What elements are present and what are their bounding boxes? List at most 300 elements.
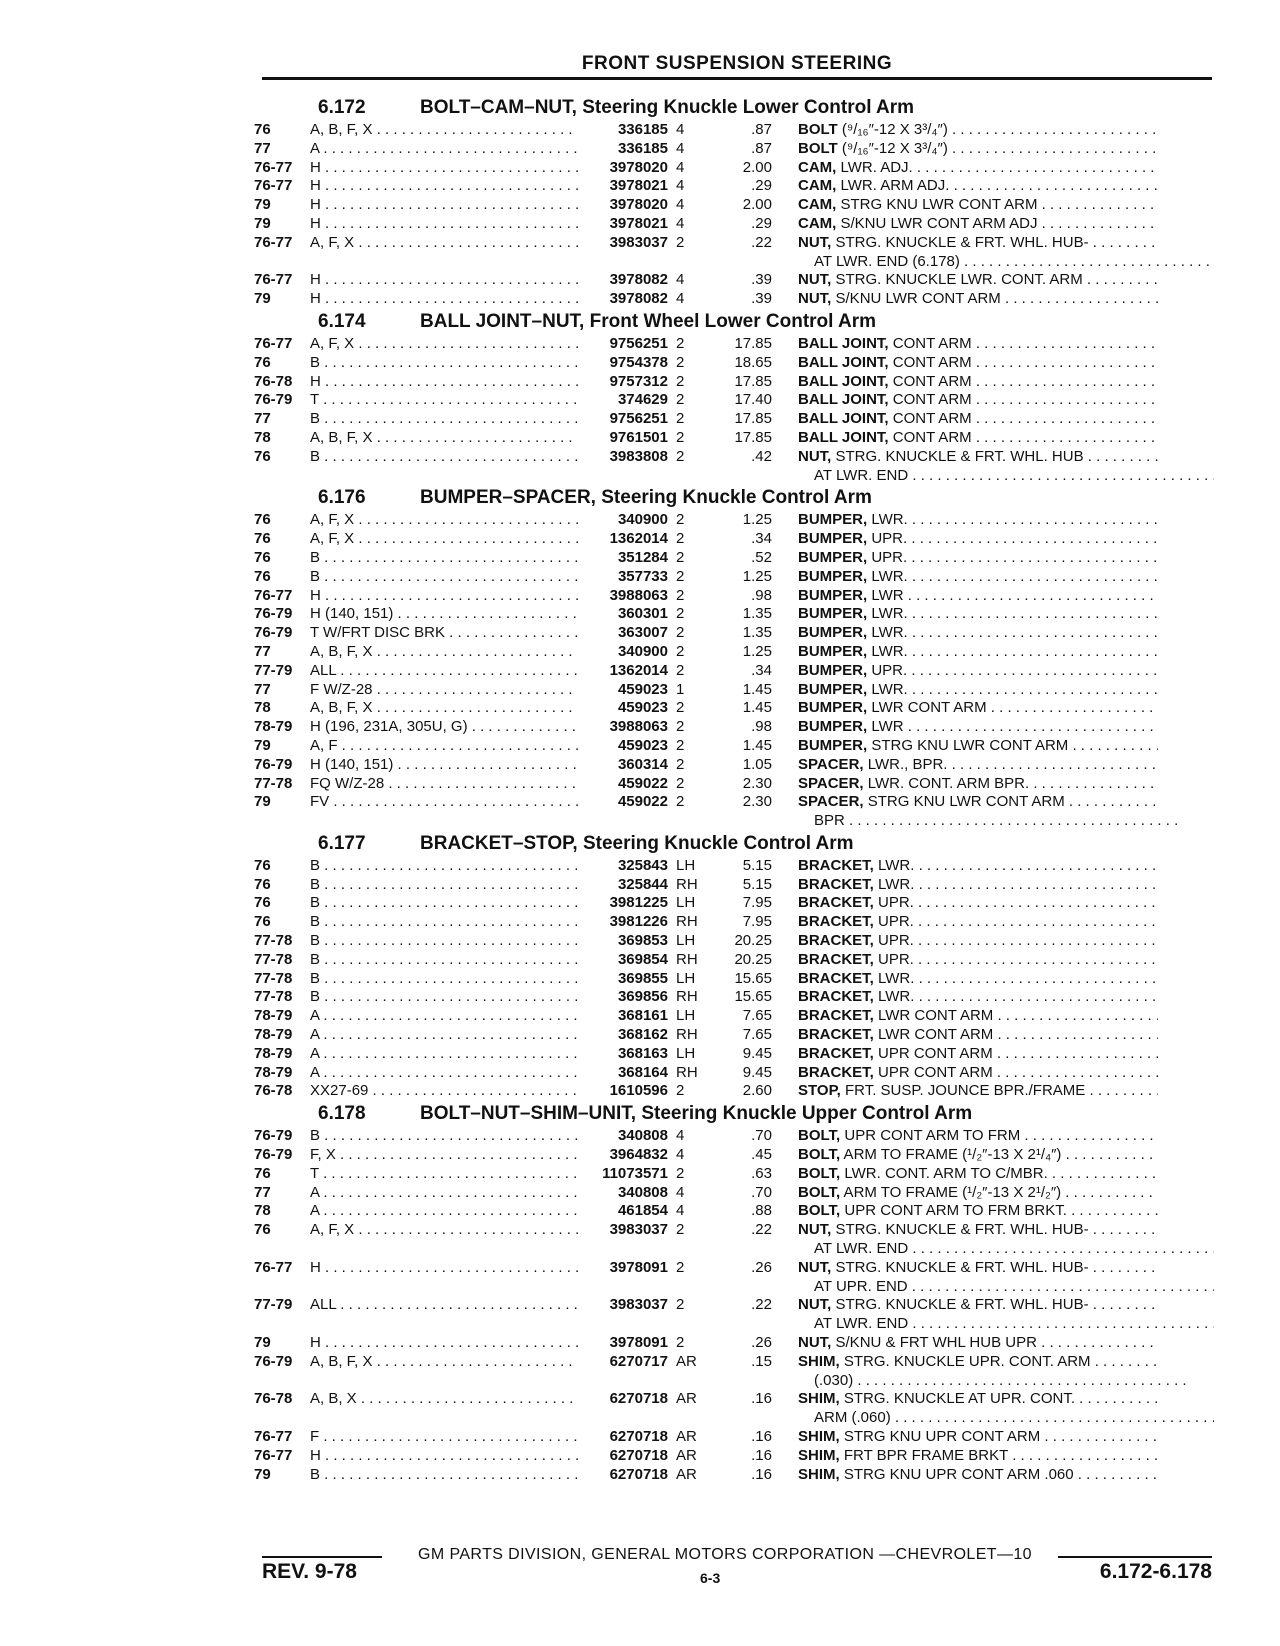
price: .70 — [751, 1183, 772, 1201]
part-row — [254, 1296, 1214, 1315]
quantity: 2 — [676, 605, 685, 623]
price: 7.95 — [742, 894, 772, 912]
part-detail: CONT ARM . . . — [889, 391, 1158, 408]
part-name: BRACKET, — [798, 969, 874, 987]
price: .16 — [751, 1446, 772, 1464]
part-description — [772, 1259, 1158, 1278]
part-detail-continued: (.030) . . . — [814, 1372, 1187, 1389]
model-year: 76 — [254, 511, 271, 529]
model-code: A, F . . . — [310, 737, 578, 756]
section-number: 6.177 — [318, 832, 366, 854]
part-row — [254, 429, 1214, 448]
price: 1.45 — [742, 736, 772, 754]
model-code: B . . . — [310, 410, 578, 429]
part-name: BRACKET, — [798, 932, 874, 950]
section-heading — [254, 309, 1214, 335]
model-year: 76 — [254, 530, 271, 548]
part-row — [254, 271, 1214, 290]
quantity: RH — [676, 913, 698, 931]
model-code: ALL . . . — [310, 662, 578, 681]
price: .15 — [751, 1352, 772, 1370]
price: 1.35 — [742, 624, 772, 642]
part-number: 369853 — [617, 932, 668, 950]
price: .22 — [751, 1296, 772, 1314]
part-name: BRACKET, — [798, 1063, 874, 1081]
part-name: BRACKET, — [798, 913, 874, 931]
price: .45 — [751, 1146, 772, 1164]
part-row — [254, 448, 1214, 467]
quantity: 4 — [676, 271, 685, 289]
part-detail-continued: BPR . . . — [814, 812, 1178, 829]
model-year: 78-79 — [254, 718, 293, 736]
model-code: H . . . — [310, 215, 578, 234]
part-detail: STRG. KNUCKLE & FRT. WHL. HUB- . . . — [831, 234, 1158, 251]
part-description — [772, 1296, 1158, 1315]
model-year: 77-78 — [254, 950, 293, 968]
quantity: 4 — [676, 121, 685, 138]
part-number: 9756251 — [609, 410, 668, 428]
model-year: 79 — [254, 1334, 271, 1352]
model-code: H . . . — [310, 159, 578, 178]
part-row — [254, 624, 1214, 643]
part-row — [254, 1165, 1214, 1184]
part-description — [772, 605, 1158, 624]
part-name: BALL JOINT, — [798, 353, 889, 371]
footer-division: GM PARTS DIVISION, GENERAL MOTORS CORPORATION —CHEVROLET—10 — [418, 1546, 1032, 1563]
model-year: 76-79 — [254, 391, 293, 409]
part-number: 9754378 — [609, 353, 668, 371]
part-description — [772, 410, 1158, 429]
part-row — [254, 756, 1214, 775]
part-name: BUMPER, — [798, 530, 868, 548]
part-detail: UPR CONT ARM . . . — [874, 1045, 1158, 1062]
part-description — [772, 511, 1158, 530]
quantity: 2 — [676, 1296, 685, 1314]
model-year: 77-78 — [254, 774, 293, 792]
part-number: 368163 — [617, 1044, 668, 1062]
part-detail: LWR. . . . — [867, 643, 1158, 660]
model-year: 76 — [254, 353, 271, 371]
part-row — [254, 410, 1214, 429]
model-year: 77 — [254, 680, 271, 698]
model-code: H . . . — [310, 196, 578, 215]
model-code: F . . . — [310, 1428, 578, 1447]
part-row — [254, 1184, 1214, 1203]
part-number: 3983037 — [609, 1221, 668, 1239]
model-code: B . . . — [310, 857, 578, 876]
part-row — [254, 970, 1214, 989]
part-row — [254, 894, 1214, 913]
part-number: 11073571 — [602, 1164, 668, 1182]
section-range: 6.172-6.178 — [1099, 1560, 1212, 1583]
part-name: BOLT, — [798, 1164, 841, 1182]
price: 18.65 — [734, 353, 772, 371]
section-heading — [254, 1101, 1214, 1127]
section-heading — [254, 485, 1214, 511]
model-year: 78-79 — [254, 1026, 293, 1044]
quantity: 2 — [676, 718, 685, 736]
quantity: AR — [676, 1428, 697, 1445]
part-number: 340900 — [617, 511, 668, 529]
model-code: B . . . — [310, 1127, 578, 1146]
part-number: 369855 — [617, 969, 668, 987]
model-code: B . . . — [310, 549, 578, 568]
part-number: 9761501 — [609, 428, 668, 446]
part-description — [772, 391, 1158, 410]
part-name: BRACKET, — [798, 1044, 874, 1062]
part-description — [772, 196, 1158, 215]
part-description — [772, 1007, 1158, 1026]
model-year: 79 — [254, 290, 271, 308]
part-name: BRACKET, — [798, 875, 874, 893]
part-detail: STRG. KNUCKLE AT UPR. CONT. . . . — [840, 1390, 1158, 1407]
model-code: B . . . — [310, 1466, 578, 1485]
part-row — [254, 1007, 1214, 1026]
part-number: 3983808 — [609, 447, 668, 465]
part-number: 9757312 — [609, 372, 668, 390]
part-name: NUT, — [798, 271, 832, 289]
model-year: 76-78 — [254, 372, 293, 390]
part-name: BALL JOINT, — [798, 428, 889, 446]
part-number: 325843 — [617, 856, 668, 874]
price: 7.65 — [742, 1007, 772, 1025]
part-description — [772, 718, 1158, 737]
part-description — [772, 335, 1158, 354]
part-row — [254, 177, 1214, 196]
part-row — [254, 1221, 1214, 1240]
part-number: 340808 — [617, 1127, 668, 1145]
model-code: H . . . — [310, 373, 578, 392]
part-detail: STRG. KNUCKLE & FRT. WHL. HUB- . . . — [831, 1259, 1158, 1276]
part-detail: LWR. . . . — [867, 511, 1158, 528]
model-code: H . . . — [310, 1259, 578, 1278]
part-detail: FRT. SUSP. JOUNCE BPR./FRAME . . . — [841, 1082, 1158, 1099]
part-detail: LWR. . . . — [867, 605, 1158, 622]
price: 5.15 — [742, 856, 772, 874]
price: 2.60 — [742, 1082, 772, 1100]
section-number: 6.174 — [318, 310, 366, 332]
part-row — [254, 196, 1214, 215]
part-number: 6270718 — [609, 1446, 668, 1464]
part-detail: CONT ARM . . . — [889, 335, 1158, 352]
part-description — [772, 1334, 1158, 1353]
part-name: BUMPER, — [798, 586, 868, 604]
part-row — [254, 373, 1214, 392]
part-name: BOLT — [798, 139, 838, 157]
part-description — [772, 121, 1158, 140]
price: 20.25 — [734, 932, 772, 950]
price: 15.65 — [734, 969, 772, 987]
part-number: 3978091 — [609, 1258, 668, 1276]
part-description — [772, 215, 1158, 234]
model-code: A, B, F, X . . . — [310, 121, 578, 140]
part-description — [772, 988, 1158, 1007]
part-description — [772, 1390, 1158, 1409]
model-year: 78 — [254, 699, 271, 717]
part-description — [772, 662, 1158, 681]
part-row — [254, 140, 1214, 159]
model-code: H . . . — [310, 271, 578, 290]
part-description — [772, 775, 1158, 794]
part-description — [772, 624, 1158, 643]
part-detail: UPR. . . . — [874, 894, 1158, 911]
part-name: BRACKET, — [798, 894, 874, 912]
model-year: 79 — [254, 736, 271, 754]
model-year: 79 — [254, 793, 271, 811]
part-detail: S/KNU & FRT WHL HUB UPR . . . — [831, 1334, 1158, 1351]
part-detail: CONT ARM . . . — [889, 410, 1158, 427]
model-code: H (196, 231A, 305U, G) . . . — [310, 718, 578, 737]
part-number: 369854 — [617, 950, 668, 968]
part-description-continued — [254, 467, 1214, 486]
model-code: A . . . — [310, 1007, 578, 1026]
quantity: 2 — [676, 774, 685, 792]
part-number: 461854 — [617, 1202, 668, 1220]
part-detail: UPR. . . . — [874, 951, 1158, 968]
quantity: 2 — [676, 1221, 685, 1239]
part-description — [772, 1082, 1158, 1101]
price: 1.45 — [742, 680, 772, 698]
revision-date: REV. 9-78 — [262, 1560, 357, 1583]
section-title-rest: Steering Knuckle Lower Control Arm — [576, 97, 915, 118]
model-code: F W/Z-28 . . . — [310, 681, 578, 700]
part-detail: ARM TO FRAME (¹/₂″-13 X 2¹/₄″) . . . — [840, 1146, 1158, 1163]
part-detail: LWR. ADJ. . . . — [836, 159, 1158, 176]
part-row — [254, 718, 1214, 737]
part-name: SHIM, — [798, 1465, 840, 1483]
part-row — [254, 290, 1214, 309]
part-name: BUMPER, — [798, 642, 868, 660]
part-description — [772, 587, 1158, 606]
part-detail-continued: ARM (.060) . . . — [814, 1409, 1214, 1426]
part-number: 459023 — [617, 699, 668, 717]
quantity: 2 — [676, 334, 685, 352]
model-year: 76-79 — [254, 1352, 293, 1370]
part-number: 6270718 — [609, 1428, 668, 1445]
model-year: 76 — [254, 894, 271, 912]
price: 17.85 — [734, 372, 772, 390]
part-description-continued — [254, 1372, 1214, 1391]
price: 9.45 — [742, 1044, 772, 1062]
part-detail: CONT ARM . . . — [889, 429, 1158, 446]
part-description — [772, 857, 1158, 876]
model-code: A . . . — [310, 1202, 578, 1221]
part-number: 3983037 — [609, 1296, 668, 1314]
part-row — [254, 988, 1214, 1007]
quantity: AR — [676, 1352, 697, 1370]
part-description — [772, 1184, 1158, 1203]
part-number: 3964832 — [609, 1146, 668, 1164]
part-detail: UPR. . . . — [867, 662, 1158, 679]
price: 7.65 — [742, 1026, 772, 1044]
part-number: 459022 — [617, 793, 668, 811]
quantity: 2 — [676, 428, 685, 446]
model-code: A, F, X . . . — [310, 1221, 578, 1240]
part-detail: LWR. . . . — [867, 624, 1158, 641]
part-description — [772, 549, 1158, 568]
model-code: B . . . — [310, 951, 578, 970]
part-name: BALL JOINT, — [798, 391, 889, 409]
price: .26 — [751, 1258, 772, 1276]
price: .63 — [751, 1164, 772, 1182]
part-detail: STRG. KNUCKLE & FRT. WHL. HUB- . . . — [831, 1221, 1158, 1238]
model-year: 76 — [254, 447, 271, 465]
part-name: NUT, — [798, 1296, 832, 1314]
part-name: BUMPER, — [798, 567, 868, 585]
model-year: 76 — [254, 875, 271, 893]
part-name: BALL JOINT, — [798, 410, 889, 428]
quantity: LH — [676, 932, 696, 950]
part-description — [772, 1428, 1158, 1447]
part-name: NUT, — [798, 290, 832, 308]
part-description — [772, 1064, 1158, 1083]
part-number: 3981226 — [609, 913, 668, 931]
price: 17.85 — [734, 410, 772, 428]
model-code: B . . . — [310, 448, 578, 467]
part-detail: LWR . . . — [867, 587, 1158, 604]
model-code: A . . . — [310, 1064, 578, 1083]
part-detail: LWR. ARM ADJ. . . . — [836, 177, 1158, 194]
price: .16 — [751, 1390, 772, 1408]
part-description — [772, 876, 1158, 895]
price: 2.30 — [742, 793, 772, 811]
model-year: 76 — [254, 121, 271, 138]
section-title-bold: BOLT–CAM–NUT, — [420, 97, 577, 118]
model-code: A, B, X . . . — [310, 1390, 578, 1409]
model-code: B . . . — [310, 970, 578, 989]
price: 15.65 — [734, 988, 772, 1006]
quantity: 2 — [676, 372, 685, 390]
part-number: 340900 — [617, 642, 668, 660]
quantity: 2 — [676, 233, 685, 251]
part-detail: (⁹/₁₆″-12 X 3³/₄″) . . . — [838, 121, 1158, 138]
part-row — [254, 662, 1214, 681]
part-description — [772, 234, 1158, 253]
part-description — [772, 1045, 1158, 1064]
model-year: 76-77 — [254, 586, 293, 604]
part-name: CAM, — [798, 214, 837, 232]
quantity: 4 — [676, 1183, 685, 1201]
model-code: A, F, X . . . — [310, 511, 578, 530]
model-code: FQ W/Z-28 . . . — [310, 775, 578, 794]
price: 17.85 — [734, 428, 772, 446]
part-description — [772, 354, 1158, 373]
part-name: BOLT, — [798, 1146, 841, 1164]
quantity: 4 — [676, 1202, 685, 1220]
price: 17.40 — [734, 391, 772, 409]
model-year: 76 — [254, 567, 271, 585]
section-title-bold: BRACKET–STOP, — [420, 832, 578, 854]
price: .26 — [751, 1334, 772, 1352]
part-name: SHIM, — [798, 1390, 840, 1408]
model-code: T W/FRT DISC BRK . . . — [310, 624, 578, 643]
part-detail: STRG. KNUCKLE & FRT. WHL. HUB . . . — [831, 448, 1158, 465]
price: .29 — [751, 214, 772, 232]
part-row — [254, 605, 1214, 624]
part-row — [254, 932, 1214, 951]
quantity: 2 — [676, 353, 685, 371]
part-number: 9756251 — [609, 334, 668, 352]
model-year: 76 — [254, 1164, 271, 1182]
part-description — [772, 1353, 1158, 1372]
part-description-continued — [254, 1278, 1214, 1297]
part-name: BUMPER, — [798, 736, 868, 754]
model-code: A, F, X . . . — [310, 234, 578, 253]
price: 1.25 — [742, 511, 772, 529]
part-row — [254, 354, 1214, 373]
model-code: H . . . — [310, 587, 578, 606]
section-heading — [254, 831, 1214, 857]
part-number: 459023 — [617, 680, 668, 698]
model-code: H . . . — [310, 177, 578, 196]
part-number: 459022 — [617, 774, 668, 792]
part-detail: LWR CONT ARM . . . — [874, 1026, 1158, 1043]
part-row — [254, 643, 1214, 662]
model-code: A . . . — [310, 1026, 578, 1045]
model-code: A, F, X . . . — [310, 335, 578, 354]
part-detail: STRG KNU LWR CONT ARM . . . — [836, 196, 1158, 213]
section-title-rest: Steering Knuckle Control Arm — [595, 487, 872, 509]
part-description — [772, 140, 1158, 159]
part-name: BOLT — [798, 121, 838, 138]
quantity: 2 — [676, 1334, 685, 1352]
part-name: BOLT, — [798, 1183, 841, 1201]
part-description — [772, 699, 1158, 718]
part-detail: S/KNU LWR CONT ARM ADJ . . . — [836, 215, 1158, 232]
footer-rule-left — [262, 1556, 382, 1558]
price: .29 — [751, 177, 772, 195]
part-name: SHIM, — [798, 1446, 840, 1464]
model-code: H (140, 151) . . . — [310, 605, 578, 624]
model-code: F, X . . . — [310, 1146, 578, 1165]
model-code: H . . . — [310, 1447, 578, 1466]
part-description — [772, 913, 1158, 932]
model-year: 78-79 — [254, 1063, 293, 1081]
part-description — [772, 737, 1158, 756]
part-number: 368161 — [617, 1007, 668, 1025]
part-name: BUMPER, — [798, 511, 868, 529]
model-year: 76-77 — [254, 1428, 293, 1445]
part-name: BUMPER, — [798, 624, 868, 642]
part-detail: LWR. . . . — [867, 568, 1158, 585]
part-detail: LWR. CONT. ARM BPR. . . . — [864, 775, 1158, 792]
part-detail-continued: AT LWR. END . . . — [814, 467, 1214, 484]
quantity: RH — [676, 1063, 698, 1081]
part-detail: CONT ARM . . . — [889, 354, 1158, 371]
part-description — [772, 643, 1158, 662]
price: 2.00 — [742, 158, 772, 176]
part-number: 351284 — [617, 548, 668, 566]
model-code: B . . . — [310, 894, 578, 913]
model-year: 76 — [254, 548, 271, 566]
model-year: 76-77 — [254, 334, 293, 352]
part-number: 368162 — [617, 1026, 668, 1044]
part-detail: FRT BPR FRAME BRKT . . . — [840, 1447, 1158, 1464]
part-description — [772, 932, 1158, 951]
quantity: 2 — [676, 447, 685, 465]
part-detail: LWR. . . . — [874, 970, 1158, 987]
part-row — [254, 159, 1214, 178]
part-detail-continued: AT LWR. END . . . — [814, 1240, 1214, 1257]
part-row — [254, 1334, 1214, 1353]
model-year: 76-77 — [254, 1258, 293, 1276]
part-detail: UPR CONT ARM TO FRM . . . — [840, 1127, 1158, 1144]
part-description — [772, 177, 1158, 196]
model-year: 78 — [254, 1202, 271, 1220]
part-detail: LWR. . . . — [874, 988, 1158, 1005]
model-code: XX27-69 . . . — [310, 1082, 578, 1101]
part-detail: LWR. CONT. ARM TO C/MBR. . . . — [840, 1165, 1158, 1182]
